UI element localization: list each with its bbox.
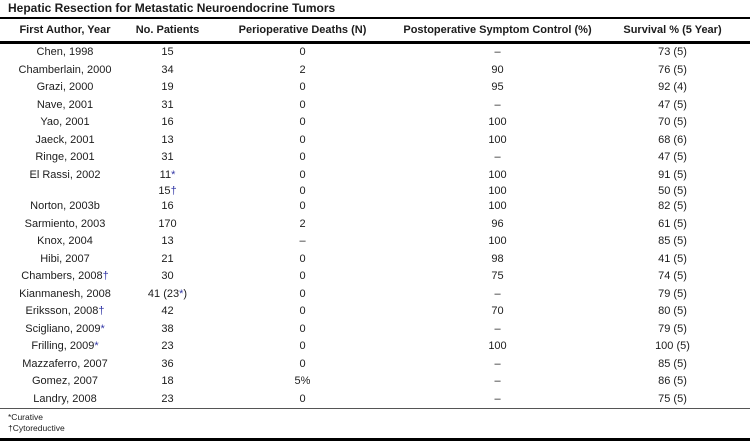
table-title: Hepatic Resection for Metastatic Neuroendocrine Tumors bbox=[0, 0, 750, 19]
deaths-cell bbox=[205, 97, 400, 115]
deaths-cell bbox=[205, 114, 400, 132]
patients-cell bbox=[130, 198, 205, 216]
table-row bbox=[0, 62, 750, 80]
table-row bbox=[0, 356, 750, 374]
deaths-cell bbox=[205, 391, 400, 409]
footnotes bbox=[0, 408, 750, 434]
deaths-cell bbox=[205, 149, 400, 167]
footnote-symbol: † bbox=[98, 305, 105, 318]
author-text: Chen, 1998 bbox=[36, 46, 94, 59]
symptom-text: – bbox=[494, 375, 501, 388]
symptom-text: 98 bbox=[491, 252, 504, 265]
survival-text: 82 (5) bbox=[658, 200, 687, 213]
table-row bbox=[0, 303, 750, 321]
survival-cell bbox=[595, 184, 750, 198]
survival-text: 47 (5) bbox=[658, 151, 687, 164]
patients-cell bbox=[130, 251, 205, 269]
symptom-text: – bbox=[494, 46, 501, 59]
author-cell bbox=[0, 149, 130, 167]
author-cell bbox=[0, 321, 130, 339]
patients-cell bbox=[130, 62, 205, 80]
survival-text: 79 (5) bbox=[658, 322, 687, 335]
symptom-text: 70 bbox=[491, 305, 504, 318]
survival-text: 85 (5) bbox=[658, 235, 687, 248]
symptom-text: – bbox=[494, 98, 501, 111]
survival-cell bbox=[595, 79, 750, 97]
survival-cell bbox=[595, 321, 750, 339]
author-text: Mazzaferro, 2007 bbox=[22, 357, 108, 370]
symptom-text: 100 bbox=[488, 340, 507, 353]
patients-text: 30 bbox=[161, 270, 174, 283]
deaths-text: 0 bbox=[299, 252, 306, 265]
author-text: Knox, 2004 bbox=[37, 235, 93, 248]
symptom-cell bbox=[400, 286, 595, 304]
patients-cell bbox=[130, 233, 205, 251]
symptom-text: 100 bbox=[488, 116, 507, 129]
patients-text: 15 bbox=[158, 184, 171, 197]
table-row bbox=[0, 114, 750, 132]
deaths-text: 0 bbox=[299, 184, 306, 197]
author-cell bbox=[0, 43, 130, 62]
deaths-text: 0 bbox=[299, 46, 306, 59]
deaths-text: 0 bbox=[299, 340, 306, 353]
author-cell bbox=[0, 356, 130, 374]
patients-text: 42 bbox=[161, 305, 174, 318]
survival-text: 76 (5) bbox=[658, 63, 687, 76]
patients-cell bbox=[130, 216, 205, 234]
table-row bbox=[0, 373, 750, 391]
author-text: Norton, 2003b bbox=[30, 200, 100, 213]
survival-text: 86 (5) bbox=[658, 375, 687, 388]
author-text: Yao, 2001 bbox=[40, 116, 90, 129]
table-row bbox=[0, 149, 750, 167]
symptom-cell bbox=[400, 251, 595, 269]
symptom-text: – bbox=[494, 287, 501, 300]
col-header-no-patients: No. Patients bbox=[130, 19, 205, 43]
author-text: El Rassi, 2002 bbox=[29, 168, 101, 181]
patients-cell bbox=[130, 114, 205, 132]
survival-cell bbox=[595, 97, 750, 115]
survival-cell bbox=[595, 62, 750, 80]
patients-cell bbox=[130, 149, 205, 167]
col-header-postop-symptom-control: Postoperative Symptom Control (%) bbox=[400, 19, 595, 43]
survival-cell bbox=[595, 338, 750, 356]
patients-cell bbox=[130, 97, 205, 115]
deaths-cell bbox=[205, 268, 400, 286]
patients-cell bbox=[130, 338, 205, 356]
symptom-text: 100 bbox=[488, 133, 507, 146]
deaths-cell bbox=[205, 251, 400, 269]
col-header-survival: Survival % (5 Year) bbox=[595, 19, 750, 43]
deaths-text: 5% bbox=[294, 375, 311, 388]
footnote-symbol: † bbox=[102, 270, 109, 283]
col-header-perioperative-deaths: Perioperative Deaths (N) bbox=[205, 19, 400, 43]
patients-cell bbox=[130, 132, 205, 150]
symptom-cell bbox=[400, 97, 595, 115]
survival-cell bbox=[595, 373, 750, 391]
deaths-text: 0 bbox=[299, 81, 306, 94]
patients-text: 23 bbox=[161, 392, 174, 405]
table-row bbox=[0, 216, 750, 234]
author-text: Landry, 2008 bbox=[33, 392, 97, 405]
patients-cell bbox=[130, 43, 205, 62]
patients-text: 18 bbox=[161, 375, 174, 388]
table-row bbox=[0, 251, 750, 269]
patients-cell bbox=[130, 303, 205, 321]
col-header-first-author-year: First Author, Year bbox=[0, 19, 130, 43]
deaths-cell bbox=[205, 286, 400, 304]
patients-cell bbox=[130, 286, 205, 304]
survival-cell bbox=[595, 43, 750, 62]
survival-cell bbox=[595, 251, 750, 269]
deaths-cell bbox=[205, 373, 400, 391]
author-cell bbox=[0, 79, 130, 97]
patients-cell bbox=[130, 184, 205, 198]
survival-cell bbox=[595, 132, 750, 150]
survival-text: 75 (5) bbox=[658, 392, 687, 405]
author-cell bbox=[0, 114, 130, 132]
patients-cell bbox=[130, 167, 205, 185]
deaths-cell bbox=[205, 167, 400, 185]
symptom-cell bbox=[400, 233, 595, 251]
table-row bbox=[0, 233, 750, 251]
author-cell bbox=[0, 233, 130, 251]
survival-cell bbox=[595, 149, 750, 167]
table-header bbox=[0, 19, 750, 43]
symptom-cell bbox=[400, 79, 595, 97]
table-row bbox=[0, 97, 750, 115]
deaths-text: 0 bbox=[299, 168, 306, 181]
patients-text: 41 (23 bbox=[147, 287, 180, 300]
patients-cell bbox=[130, 268, 205, 286]
symptom-cell bbox=[400, 198, 595, 216]
symptom-text: – bbox=[494, 357, 501, 370]
header-row bbox=[0, 19, 750, 43]
patients-cell bbox=[130, 356, 205, 374]
symptom-text: 100 bbox=[488, 200, 507, 213]
survival-cell bbox=[595, 114, 750, 132]
footnote-curative: *Curative bbox=[8, 412, 43, 422]
deaths-text: 0 bbox=[299, 200, 306, 213]
deaths-cell bbox=[205, 338, 400, 356]
patients-text: 23 bbox=[161, 340, 174, 353]
symptom-cell bbox=[400, 43, 595, 62]
survival-text: 80 (5) bbox=[658, 305, 687, 318]
deaths-text: 0 bbox=[299, 357, 306, 370]
deaths-cell bbox=[205, 184, 400, 198]
deaths-text: 0 bbox=[299, 305, 306, 318]
patients-text: 38 bbox=[161, 322, 174, 335]
author-text: Eriksson, 2008 bbox=[25, 305, 99, 318]
author-cell bbox=[0, 251, 130, 269]
deaths-text: 0 bbox=[299, 392, 306, 405]
deaths-cell bbox=[205, 356, 400, 374]
symptom-cell bbox=[400, 321, 595, 339]
author-text: Jaeck, 2001 bbox=[35, 133, 95, 146]
author-cell bbox=[0, 62, 130, 80]
table-row bbox=[0, 167, 750, 185]
symptom-cell bbox=[400, 373, 595, 391]
table-row bbox=[0, 268, 750, 286]
patients-text: 170 bbox=[158, 217, 177, 230]
footnote-symbol: * bbox=[94, 340, 99, 353]
author-text: Grazi, 2000 bbox=[36, 81, 94, 94]
author-cell bbox=[0, 167, 130, 185]
footnote-symbol: † bbox=[170, 184, 177, 197]
patients-text: 31 bbox=[161, 151, 174, 164]
patients-text: 16 bbox=[161, 200, 174, 213]
symptom-text: 100 bbox=[488, 235, 507, 248]
symptom-cell bbox=[400, 62, 595, 80]
symptom-text: 95 bbox=[491, 81, 504, 94]
symptom-text: 100 bbox=[488, 168, 507, 181]
author-text: Kianmanesh, 2008 bbox=[19, 287, 111, 300]
symptom-cell bbox=[400, 132, 595, 150]
author-cell bbox=[0, 216, 130, 234]
survival-cell bbox=[595, 391, 750, 409]
patients-text: 13 bbox=[161, 133, 174, 146]
author-cell bbox=[0, 391, 130, 409]
table-row bbox=[0, 321, 750, 339]
deaths-cell bbox=[205, 303, 400, 321]
deaths-cell bbox=[205, 233, 400, 251]
symptom-cell bbox=[400, 149, 595, 167]
symptom-text: – bbox=[494, 392, 501, 405]
author-cell bbox=[0, 286, 130, 304]
symptom-text: 96 bbox=[491, 217, 504, 230]
patients-text: 13 bbox=[161, 235, 174, 248]
table-body bbox=[0, 43, 750, 409]
survival-text: 47 (5) bbox=[658, 98, 687, 111]
symptom-text: 100 bbox=[488, 184, 507, 197]
survival-text: 100 (5) bbox=[655, 340, 690, 353]
author-text: Hibi, 2007 bbox=[40, 252, 90, 265]
survival-cell bbox=[595, 198, 750, 216]
deaths-text: 0 bbox=[299, 270, 306, 283]
deaths-text: – bbox=[299, 235, 306, 248]
symptom-cell bbox=[400, 356, 595, 374]
deaths-text: 0 bbox=[299, 322, 306, 335]
deaths-cell bbox=[205, 198, 400, 216]
symptom-cell bbox=[400, 303, 595, 321]
survival-text: 61 (5) bbox=[658, 217, 687, 230]
deaths-text: 0 bbox=[299, 133, 306, 146]
author-text: Nave, 2001 bbox=[36, 98, 94, 111]
author-text: Ringe, 2001 bbox=[35, 151, 95, 164]
patients-text: 19 bbox=[161, 81, 174, 94]
patients-text: 15 bbox=[161, 46, 174, 59]
survival-cell bbox=[595, 303, 750, 321]
deaths-text: 0 bbox=[299, 116, 306, 129]
survival-text: 91 (5) bbox=[658, 168, 687, 181]
symptom-text: – bbox=[494, 151, 501, 164]
author-text: Frilling, 2009 bbox=[31, 340, 95, 353]
survival-text: 41 (5) bbox=[658, 252, 687, 265]
author-cell bbox=[0, 198, 130, 216]
patients-text: 36 bbox=[161, 357, 174, 370]
patients-cell bbox=[130, 391, 205, 409]
symptom-text: 90 bbox=[491, 63, 504, 76]
deaths-text: 0 bbox=[299, 287, 306, 300]
table-row bbox=[0, 286, 750, 304]
symptom-cell bbox=[400, 391, 595, 409]
symptom-cell bbox=[400, 268, 595, 286]
author-cell bbox=[0, 338, 130, 356]
symptom-cell bbox=[400, 167, 595, 185]
footnote-cytoreductive: †Cytoreductive bbox=[8, 423, 65, 433]
author-cell bbox=[0, 268, 130, 286]
author-cell bbox=[0, 97, 130, 115]
author-text: Sarmiento, 2003 bbox=[24, 217, 106, 230]
symptom-text: – bbox=[494, 322, 501, 335]
table-row bbox=[0, 79, 750, 97]
hepatic-resection-table bbox=[0, 19, 750, 408]
footnote-symbol: * bbox=[171, 168, 176, 181]
patients-cell bbox=[130, 321, 205, 339]
table-row bbox=[0, 198, 750, 216]
author-cell bbox=[0, 303, 130, 321]
deaths-text: 0 bbox=[299, 151, 306, 164]
survival-text: 85 (5) bbox=[658, 357, 687, 370]
deaths-text: 0 bbox=[299, 98, 306, 111]
survival-text: 68 (6) bbox=[658, 133, 687, 146]
survival-cell bbox=[595, 167, 750, 185]
survival-cell bbox=[595, 356, 750, 374]
author-cell bbox=[0, 373, 130, 391]
deaths-cell bbox=[205, 321, 400, 339]
patients-cell bbox=[130, 79, 205, 97]
survival-text: 73 (5) bbox=[658, 46, 687, 59]
survival-cell bbox=[595, 268, 750, 286]
table-row bbox=[0, 338, 750, 356]
patients-text: 21 bbox=[161, 252, 174, 265]
author-cell bbox=[0, 184, 130, 198]
table-row bbox=[0, 43, 750, 62]
symptom-text: 75 bbox=[491, 270, 504, 283]
survival-text: 70 (5) bbox=[658, 116, 687, 129]
survival-cell bbox=[595, 216, 750, 234]
author-text: Scigliano, 2009 bbox=[25, 322, 101, 335]
patients-text: 31 bbox=[161, 98, 174, 111]
survival-text: 74 (5) bbox=[658, 270, 687, 283]
patients-cell bbox=[130, 373, 205, 391]
deaths-text: 2 bbox=[299, 63, 306, 76]
symptom-cell bbox=[400, 338, 595, 356]
table-sub-row bbox=[0, 184, 750, 198]
author-cell bbox=[0, 132, 130, 150]
author-text: Chambers, 2008 bbox=[21, 270, 103, 283]
survival-cell bbox=[595, 233, 750, 251]
symptom-cell bbox=[400, 114, 595, 132]
survival-cell bbox=[595, 286, 750, 304]
patients-text: 34 bbox=[161, 63, 174, 76]
deaths-cell bbox=[205, 43, 400, 62]
deaths-cell bbox=[205, 79, 400, 97]
table-row bbox=[0, 391, 750, 409]
deaths-cell bbox=[205, 62, 400, 80]
deaths-cell bbox=[205, 132, 400, 150]
footnote-symbol: * bbox=[100, 322, 105, 335]
survival-text: 92 (4) bbox=[658, 81, 687, 94]
survival-text: 79 (5) bbox=[658, 287, 687, 300]
author-text: Chamberlain, 2000 bbox=[18, 63, 112, 76]
footnote-symbol: * bbox=[179, 287, 184, 300]
patients_post-text: ) bbox=[183, 287, 188, 300]
patients-text: 11 bbox=[159, 168, 172, 181]
deaths-cell bbox=[205, 216, 400, 234]
deaths-text: 2 bbox=[299, 217, 306, 230]
symptom-cell bbox=[400, 184, 595, 198]
survival-text: 50 (5) bbox=[658, 184, 687, 197]
table-row bbox=[0, 132, 750, 150]
symptom-cell bbox=[400, 216, 595, 234]
patients-text: 16 bbox=[161, 116, 174, 129]
author-text: Gomez, 2007 bbox=[31, 375, 99, 388]
